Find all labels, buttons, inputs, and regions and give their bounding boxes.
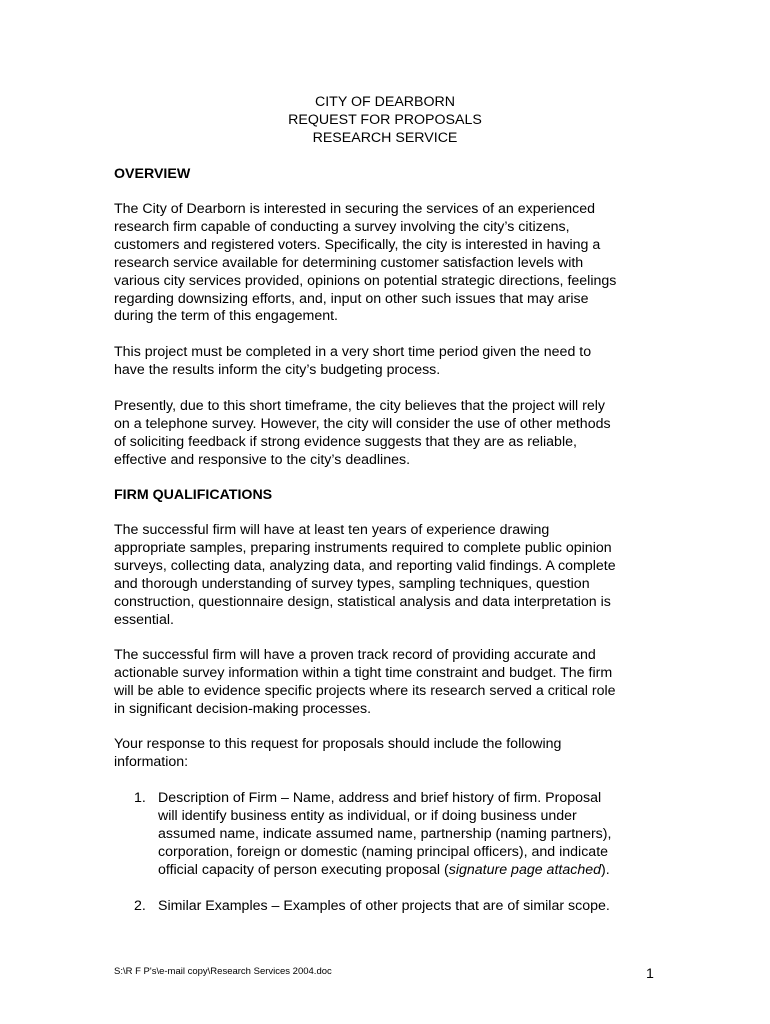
text-line: and thorough understanding of survey types, sampling techniques, question	[114, 575, 590, 592]
text-line: information:	[114, 753, 189, 770]
text-line: will be able to evidence specific projects where its research served a critical role	[114, 682, 616, 699]
text-line: during the term of this engagement.	[114, 308, 338, 325]
qualifications-paragraph-2	[114, 647, 659, 719]
italic-text: signature page attached	[448, 861, 601, 878]
title-service: RESEARCH SERVICE	[312, 130, 458, 146]
overview-heading: OVERVIEW	[114, 166, 191, 182]
overview-paragraph-1	[114, 201, 659, 326]
title-rfp: REQUEST FOR PROPOSALS	[288, 112, 482, 128]
text-line: Description of Firm – Name, address and brief history of firm. Proposal	[158, 790, 602, 806]
qualifications-paragraph-3	[114, 736, 659, 772]
text-line: customers and registered voters. Specifically, the city is interested in having a	[114, 236, 601, 253]
text-line: appropriate samples, preparing instruments required to complete public opinion	[114, 539, 612, 556]
text-line: The City of Dearborn is interested in securing the services of an experienced	[114, 201, 596, 217]
text-line: assumed name, indicate assumed name, partnership (naming partners),	[158, 825, 612, 842]
text-line: research firm capable of conducting a survey involving the city’s citizens,	[114, 218, 570, 235]
footer-file-path: S:\R F P's\e-mail copy\Research Services 2004.doc	[114, 966, 332, 977]
text-line: regarding downsizing efforts, and, input on other such issues that may arise	[114, 290, 589, 307]
text-line: construction, questionnaire design, statistical analysis and data interpretation is	[114, 593, 611, 610]
text-line: The successful firm will have at least ten years of experience drawing	[114, 522, 550, 538]
text-line: essential.	[114, 611, 174, 628]
overview-paragraph-2	[114, 344, 659, 380]
text-line: effective and responsive to the city’s deadlines.	[114, 451, 411, 468]
list-item-number: 1.	[134, 790, 146, 806]
text-line: research service available for determining customer satisfaction levels with	[114, 254, 584, 271]
text-line: have the results inform the city’s budgeting process.	[114, 361, 441, 378]
title-city: CITY OF DEARBORN	[314, 94, 456, 110]
text-line: on a telephone survey. However, the city will consider the use of other methods	[114, 415, 611, 432]
text-line: Presently, due to this short timeframe, the city believes that the project will rely	[114, 398, 605, 414]
text-segment: official capacity of person executing proposal (	[158, 861, 449, 878]
text-line: This project must be completed in a very short time period given the need to	[114, 344, 592, 360]
list-item	[134, 790, 654, 880]
text-line: surveys, collecting data, analyzing data, and reporting valid findings. A complete	[114, 557, 616, 574]
list-item	[134, 898, 654, 916]
requirements-list	[134, 790, 654, 915]
page-number: 1	[646, 966, 654, 982]
text-line: in significant decision-making processes.	[114, 700, 372, 717]
qualifications-heading: FIRM QUALIFICATIONS	[114, 487, 273, 503]
list-item-number: 2.	[134, 897, 146, 914]
overview-paragraph-3	[114, 398, 659, 470]
text-line: The successful firm will have a proven track record of providing accurate and	[114, 647, 596, 663]
text-line: of soliciting feedback if strong evidence suggests that they are as reliable,	[114, 433, 577, 450]
text-line: corporation, foreign or domestic (naming principal officers), and indicate	[158, 843, 609, 860]
document-title	[0, 93, 770, 147]
text-line: will identify business entity as individual, or if doing business under	[158, 807, 577, 824]
text-segment: ).	[601, 861, 610, 878]
text-line: Similar Examples – Examples of other projects that are of similar scope.	[158, 897, 610, 914]
text-line	[158, 862, 654, 880]
text-line: Your response to this request for proposals should include the following	[114, 736, 562, 752]
text-line: actionable survey information within a tight time constraint and budget. The firm	[114, 664, 613, 681]
qualifications-paragraph-1	[114, 522, 659, 629]
text-line: various city services provided, opinions on potential strategic directions, feelings	[114, 272, 617, 289]
